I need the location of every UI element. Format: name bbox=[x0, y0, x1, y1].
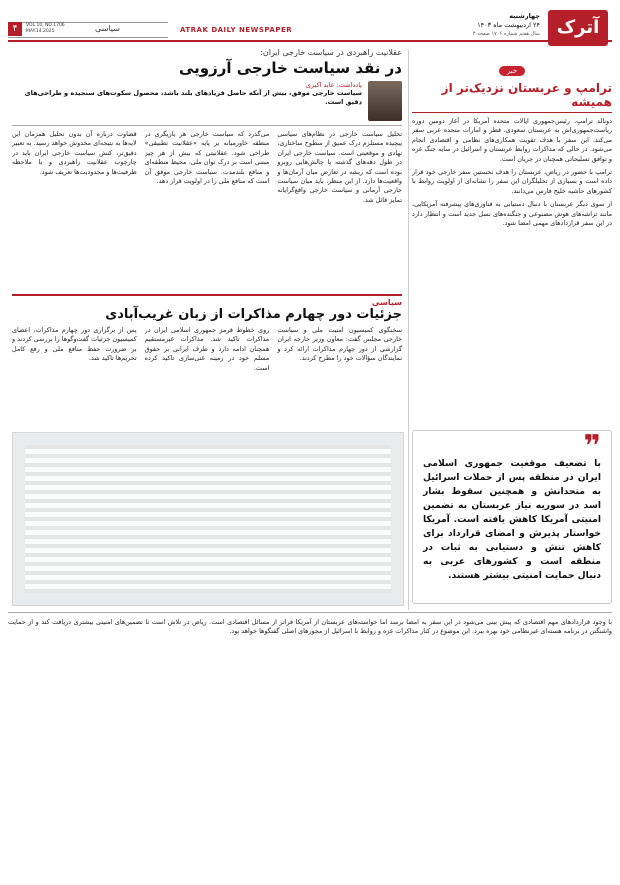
right-paragraph: ترامپ با حضور در ریاض، عربستان را هدف نخستین سفر خارجی خود قرار داده است و بسیاری از تحلیلگران این سفر را نشانه‌ای از اولویت روابط با کشورهای حاشیه خلیج فارس می‌دانند. bbox=[412, 168, 612, 195]
article-subtitle: سیاست خارجی موفق، بیش از آنکه حاصل فریادهای بلند باشد، محصول سکوت‌های سنجیده و طراحی‌های دقیق است. bbox=[24, 89, 362, 106]
section-rule bbox=[12, 294, 402, 296]
news-column: پس از برگزاری دور چهارم مذاکرات، اعضای کمیسیون جزئیات گفت‌وگوها را بررسی کردند و بر ضرورت حفظ منافع ملی و رفع کامل تحریم‌ها تاکید شد. bbox=[11, 326, 137, 363]
issue-info: سال هفتم شماره ۱۷۰۶ صفحه ۴ bbox=[472, 31, 540, 37]
news-article bbox=[12, 294, 402, 430]
article-column: می‌گذرد که سیاست خارجی هر بازیگری در منطقه خاورمیانه بر پایه «عقلانیت تطبیقی» طراحی شود. عقلانیتی که بیش از هر چیز مبتنی است بر درک توان ملی، محیط منطقه‌ای و منافع بلندمدت. سیاست خارجی موفق آن است که منافع ملی را در اولویت قرار دهد. bbox=[144, 130, 270, 186]
article-kicker: عقلانیت راهبردی در سیاست خارجی ایران: bbox=[260, 48, 402, 57]
opinion-article bbox=[12, 48, 402, 292]
pull-quote-box bbox=[412, 430, 612, 604]
news-column: سخنگوی کمیسیون امنیت ملی و سیاست خارجی مجلس گفت: معاون وزیر خارجه ایران گزارشی از دور چهارم مذاکرات ارائه کرد و نمایندگان سؤالات خود را مطرح کردند. bbox=[277, 326, 402, 363]
right-column bbox=[412, 58, 612, 228]
pull-quote: با تضعیف موقعیت جمهوری اسلامی ایران در منطقه پس از حملات اسرائیل به متحدانش و همچنین سقوط بشار اسد در سوریه نیاز عربستان به تضمین امنیتی آمریکا کاهش یافته است. آمریکا خواستار پذیرش و امضای قرارداد برای کاهش تنش و دستیابی به ثبات در منطقه است و کشورهای عربی به دنبال حمایت امنیتی بیشتر هستند. bbox=[423, 458, 601, 581]
right-headline: ترامپ و عربستان نزدیک‌تر از همیشه bbox=[441, 81, 612, 109]
header-rule bbox=[8, 40, 612, 42]
right-paragraph: از سوی دیگر عربستان با دنبال دستیابی به فناوری‌های پیشرفته آمریکایی، مانند تراشه‌های هوش مصنوعی و جنگنده‌های نسل جدید است و انتظار دارد در این سفر قراردادهای مهمی امضا شود. bbox=[412, 200, 612, 228]
bottom-text: با وجود قراردادهای مهم اقتصادی که پیش بینی می‌شود در این سفر به امضا برسد اما خواسته‌های عربستان از آمریکا فراتر از مسائل اقتصادی است. ریاض در تلاش است تا تضمین‌های امنیتی بیشتری دریافت کند و از حمایت واشنگتن در برنامه هسته‌ای غیرنظامی خود بهره ببرد. این موضوع در کنار مذاکرات غزه و روابط با اسرائیل از محورهای اصلی گفتگوها خواهد بود. bbox=[8, 618, 612, 636]
article-byline: یادداشت: عابد اکبری bbox=[305, 81, 362, 89]
page-section: سیاسی bbox=[95, 24, 120, 33]
page-number: ۴ bbox=[8, 22, 22, 36]
news-section-label: سیاسی bbox=[371, 298, 402, 307]
date-line: MAY.14.2025 bbox=[26, 29, 55, 34]
news-column: روی خطوط قرمز جمهوری اسلامی ایران در مذاکرات تاکید شد. مذاکرات غیرمستقیم همچنان ادامه دارد و طرف ایرانی بر حقوق مسلم خود در زمینه غنی‌سازی تاکید کرده است. bbox=[144, 326, 270, 372]
article-column: تحلیل سیاست خارجی در نظام‌های سیاسی پیچیده مستلزم درک عمیق از سطوح ساختاری، نهادی و موقعیتی است. سیاست خارجی ایران در طول دهه‌های گذشته با چالش‌هایی روبرو بوده است که ریشه در تعارض میان آرمان‌ها و واقعیت‌ها دارد. از این منظر، باید میان سیاست خارجی آرمانی و سیاست خارجی واقع‌گرایانه تمایز قائل شد. bbox=[277, 130, 402, 204]
date-block bbox=[450, 12, 540, 39]
blurred-ad bbox=[12, 432, 404, 606]
volume-line: VOL.10, NO.1706 bbox=[26, 23, 65, 28]
article-title: در نقد سیاست خارجی آرزویی bbox=[178, 59, 402, 77]
column-divider bbox=[408, 50, 409, 610]
newspaper-logo: آترک bbox=[548, 10, 608, 46]
blurred-content bbox=[25, 445, 391, 593]
author-photo bbox=[368, 81, 402, 121]
weekday: چهارشنبه bbox=[509, 12, 540, 20]
issue-date: ۲۴ اردیبهشت ماه ۱۴۰۳ bbox=[477, 21, 540, 29]
quote-mark-icon: ❞ bbox=[583, 429, 601, 464]
news-tag: خبر bbox=[499, 66, 525, 76]
article-rule bbox=[12, 125, 402, 126]
headline-rule bbox=[412, 112, 612, 113]
bottom-divider bbox=[8, 612, 612, 613]
right-paragraph: دونالد ترامپ، رئیس‌جمهوری ایالات متحده آمریکا در آغاز دومین دوره ریاست‌جمهوری‌اش به عربستان سعودی، قطر و امارات متحده عربی سفر می‌کند. این سفر با هدف تقویت همکاری‌های نظامی و اقتصادی انجام می‌شود. در حالی که مذاکرات روابط عربستان و اسرائیل در سایه جنگ غزه و توافق تسلیحاتی همچنان در جریان است. bbox=[412, 117, 612, 163]
news-title: جزئیات دور چهارم مذاکرات از زبان غریب‌آبادی bbox=[105, 307, 402, 322]
paper-name: ATRAK DAILY NEWSPAPER bbox=[180, 26, 293, 34]
volume-info bbox=[26, 23, 65, 35]
article-column: قضاوت درباره آن بدون تحلیل همزمان این لایه‌ها به نتیجه‌ای مخدوش خواهد رسید. به تعبیر دقیق‌تر، کنش سیاست خارجی ایران باید در چارچوب عقلانیت راهبردی و با ملاحظه ظرفیت‌ها و محدودیت‌ها تعریف شود. bbox=[11, 130, 137, 176]
